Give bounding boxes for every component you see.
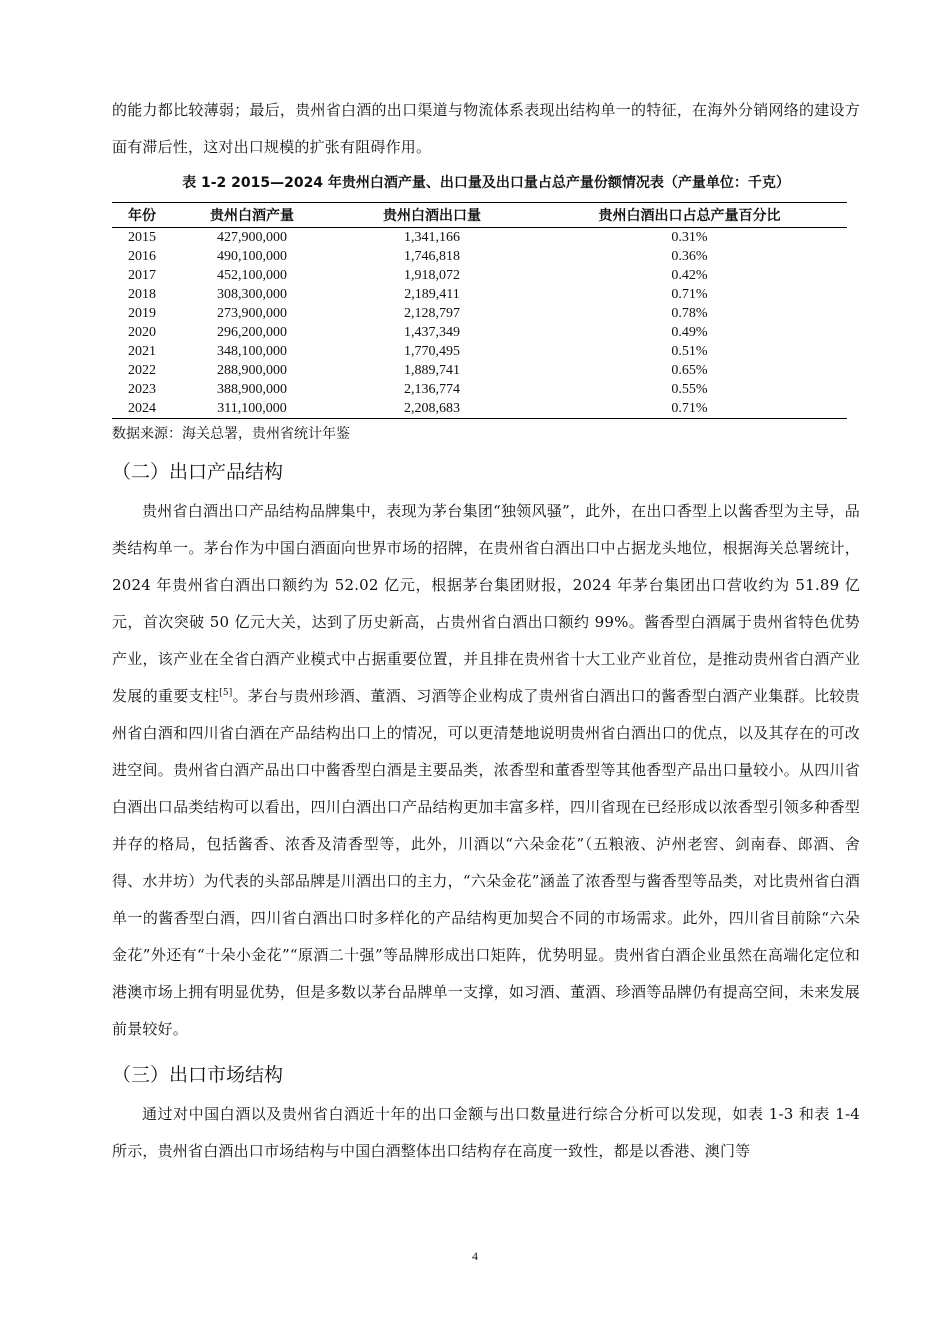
cell-year: 2021	[128, 344, 156, 359]
cell-production: 308,300,000	[217, 287, 287, 302]
page-number: 4	[472, 1249, 478, 1263]
table-body	[112, 228, 847, 419]
cell-year: 2017	[128, 268, 156, 283]
cell-year: 2022	[128, 363, 156, 378]
cell-export-share: 0.49%	[671, 325, 708, 340]
cell-export: 1,437,349	[404, 325, 460, 340]
section-heading-market-structure: （三）出口市场结构	[112, 1064, 284, 1086]
cell-export-share: 0.71%	[671, 287, 708, 302]
paragraph-text-part-1: 贵州省白酒出口产品结构品牌集中，表现为茅台集团“独领风骚”，此外，在出口香型上以酱香型为主导，品类结构单一。茅台作为中国白酒面向世界市场的招牌，在贵州省白酒出口中占据龙头地位，根据海关总署统计，2024 年贵州省白酒出口额约为 52.02 亿元，根据茅台集团财报，2024 年茅台集团出口营收约为 51.89 亿元，首次突破 50 亿元大关，达到了历史新高，占贵州省白酒出口额约 99%。酱香型白酒属于贵州省特色优势产业，该产业在全省白酒产业模式中占据重要位置，并且排在贵州省十大工业产业首位，是推动贵州省白酒产业发展的重要支柱	[112, 502, 860, 705]
table-row	[112, 361, 847, 380]
header-production: 贵州白酒产量	[172, 203, 332, 228]
cell-production: 288,900,000	[217, 363, 287, 378]
cell-export-share: 0.71%	[532, 399, 847, 419]
cell-year: 2020	[128, 325, 156, 340]
cell-production: 311,100,000	[172, 399, 332, 419]
cell-export-share: 0.78%	[671, 306, 708, 321]
cell-production: 427,900,000	[217, 230, 287, 245]
cell-export: 2,136,774	[404, 382, 460, 397]
cell-export-share: 0.51%	[671, 344, 708, 359]
citation-ref: [5]	[219, 688, 233, 698]
market-structure-paragraph: 通过对中国白酒以及贵州省白酒近十年的出口金额与出口数量进行综合分析可以发现，如表 1-3 和表 1-4 所示，贵州省白酒出口市场结构与中国白酒整体出口结构存在高度一致性，都是以香港、澳门等	[112, 1105, 860, 1160]
cell-year: 2015	[128, 230, 156, 245]
table-row	[112, 266, 847, 285]
cell-export: 2,189,411	[404, 287, 460, 302]
cell-export-share: 0.65%	[671, 363, 708, 378]
table-header-row	[112, 203, 847, 228]
cell-year: 2024	[112, 399, 172, 419]
cell-production: 388,900,000	[217, 382, 287, 397]
cell-export: 2,208,683	[332, 399, 532, 419]
header-export-share: 贵州白酒出口占总产量百分比	[532, 203, 847, 228]
header-year: 年份	[112, 203, 172, 228]
table-row	[112, 285, 847, 304]
cell-export: 1,746,818	[404, 249, 460, 264]
cell-export-share: 0.42%	[671, 268, 708, 283]
cell-export: 1,889,741	[404, 363, 460, 378]
table-caption: 表 1-2 2015—2024 年贵州白酒产量、出口量及出口量占总产量份额情况表（产量单位：千克）	[182, 175, 790, 191]
production-export-table	[112, 202, 847, 419]
cell-export-share: 0.31%	[671, 230, 708, 245]
paragraph-text-part-2: 。茅台与贵州珍酒、董酒、习酒等企业构成了贵州省白酒出口的酱香型白酒产业集群。比较贵州省白酒和四川省白酒在产品结构出口上的情况，可以更清楚地说明贵州省白酒出口的优点，以及其存在的可改进空间。贵州省白酒产品出口中酱香型白酒是主要品类，浓香型和董香型等其他香型产品出口量较小。从四川省白酒出口品类结构可以看出，四川白酒出口产品结构更加丰富多样，四川省现在已经形成以浓香型引领多种香型并存的格局，包括酱香、浓香及清香型等，此外，川酒以“六朵金花”（五粮液、泸州老窖、剑南春、郎酒、舍得、水井坊）为代表的头部品牌是川酒出口的主力，“六朵金花”涵盖了浓香型与酱香型等品类，对比贵州省白酒单一的酱香型白酒，四川省白酒出口时多样化的产品结构更加契合不同的市场需求。此外，四川省目前除“六朵金花”外还有“十朵小金花”“原酒二十强”等品牌形成出口矩阵，优势明显。贵州省白酒企业虽然在高端化定位和港澳市场上拥有明显优势，但是多数以茅台品牌单一支撑，如习酒、董酒、珍酒等品牌仍有提高空间，未来发展前景较好。	[112, 687, 860, 1038]
cell-export: 2,128,797	[404, 306, 460, 321]
cell-production: 452,100,000	[217, 268, 287, 283]
cell-export: 1,918,072	[404, 268, 460, 283]
cell-export: 1,770,495	[404, 344, 460, 359]
table-row	[112, 228, 847, 248]
table-row	[112, 342, 847, 361]
cell-production: 348,100,000	[217, 344, 287, 359]
header-export: 贵州白酒出口量	[332, 203, 532, 228]
document-page	[112, 92, 860, 1170]
section-heading-product-structure: （二）出口产品结构	[112, 461, 284, 483]
table-row	[112, 380, 847, 399]
table-row	[112, 399, 847, 419]
cell-export-share: 0.36%	[671, 249, 708, 264]
table-row	[112, 304, 847, 323]
cell-export-share: 0.55%	[671, 382, 708, 397]
intro-paragraph: 的能力都比较薄弱；最后，贵州省白酒的出口渠道与物流体系表现出结构单一的特征，在海外分销网络的建设方面有滞后性，这对出口规模的扩张有阻碍作用。	[112, 101, 860, 156]
data-source-note: 数据来源：海关总署，贵州省统计年鉴	[112, 426, 350, 442]
table-row	[112, 323, 847, 342]
cell-production: 273,900,000	[217, 306, 287, 321]
cell-production: 296,200,000	[217, 325, 287, 340]
table-row	[112, 247, 847, 266]
cell-year: 2023	[128, 382, 156, 397]
cell-production: 490,100,000	[217, 249, 287, 264]
cell-year: 2018	[128, 287, 156, 302]
product-structure-paragraph	[112, 493, 860, 1048]
cell-year: 2016	[128, 249, 156, 264]
cell-export: 1,341,166	[404, 230, 460, 245]
cell-year: 2019	[128, 306, 156, 321]
